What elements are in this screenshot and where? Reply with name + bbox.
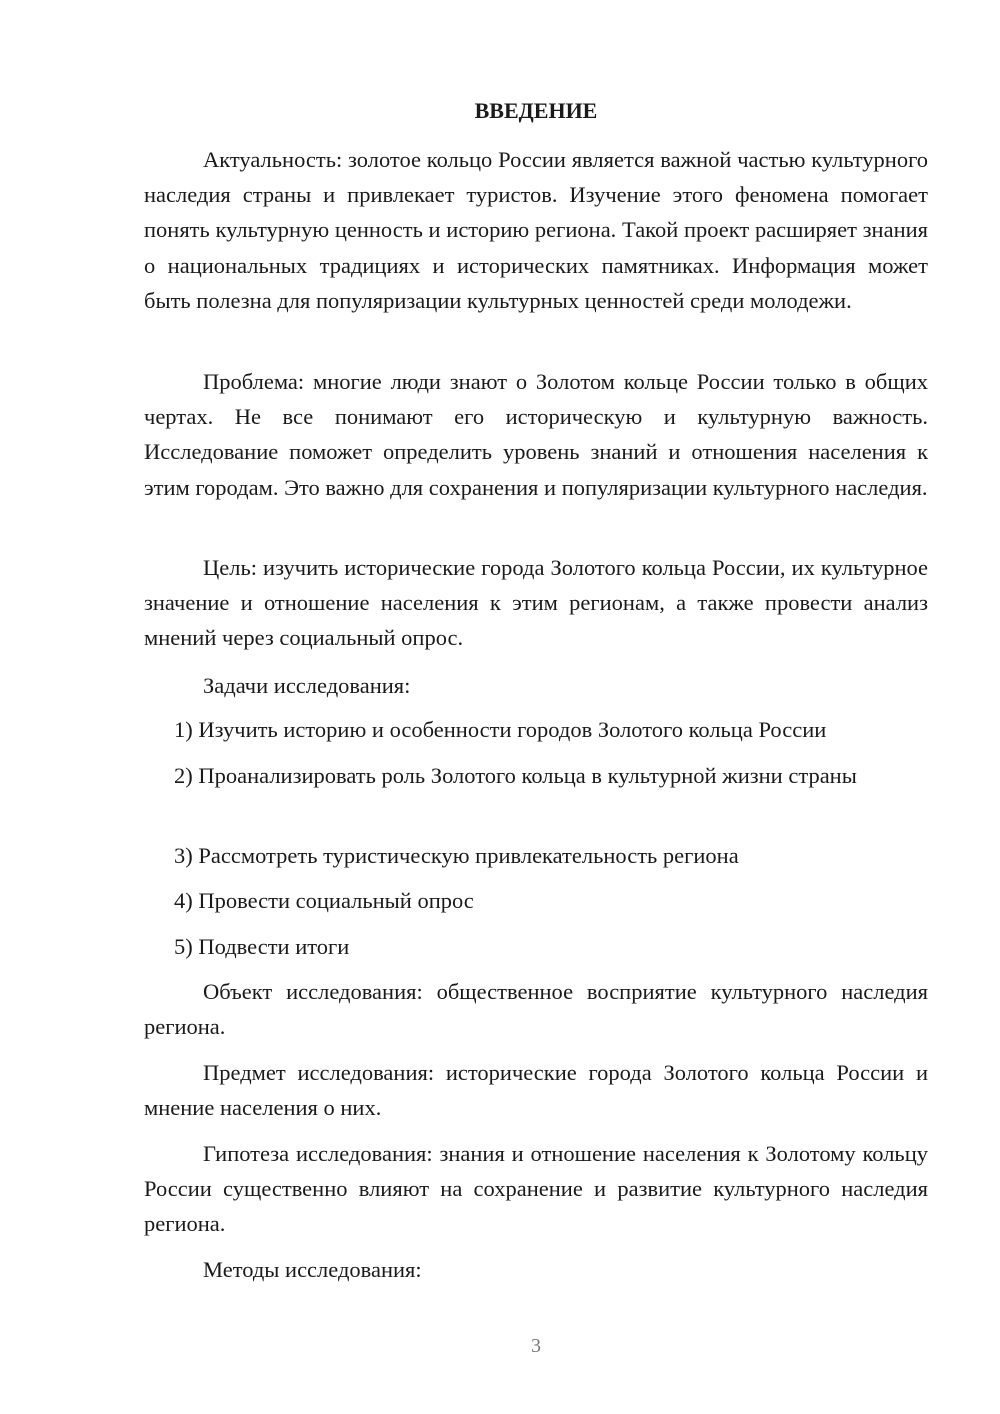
paragraph-subject: Предмет исследования: исторические города Золотого кольца России и мнение населения о них.: [144, 1060, 928, 1121]
list-item: 3) Рассмотреть туристическую привлекательность региона: [174, 843, 739, 868]
list-item: 1) Изучить историю и особенности городов Золотого кольца России: [174, 717, 827, 742]
paragraph-problem: Проблема: многие люди знают о Золотом кольце России только в общих чертах. Не все понимают его историческую и культурную важность. Исследование поможет определить уровень знаний и отношения населения к этим городам. Это важно для сохранения и популяризации культурного наследия.: [144, 369, 928, 500]
paragraph-relevance: Актуальность: золотое кольцо России является важной частью культурного наследия страны и привлекает туристов. Изучение этого феномена помогает понять культурную ценность и историю региона. Такой проект расширяет знания о национальных традициях и исторических памятниках. Информация может быть полезна для популяризации культурных ценностей среди молодежи.: [144, 147, 928, 313]
paragraph-object: Объект исследования: общественное восприятие культурного наследия региона.: [144, 979, 928, 1040]
page-number: 3: [531, 1335, 541, 1357]
list-item: 2) Проанализировать роль Золотого кольца в культурной жизни страны: [174, 763, 857, 788]
list-item: 5) Подвести итоги: [174, 934, 350, 959]
paragraph-goal: Цель: изучить исторические города Золотого кольца России, их культурное значение и отношение населения к этим регионам, а также провести анализ мнений через социальный опрос.: [144, 555, 928, 651]
methods-heading: Методы исследования:: [203, 1257, 422, 1282]
paragraph-hypothesis: Гипотеза исследования: знания и отношение населения к Золотому кольцу России существенно влияют на сохранение и развитие культурного наследия региона.: [144, 1141, 928, 1237]
document-page: [144, 0, 928, 1414]
list-item: 4) Провести социальный опрос: [174, 888, 474, 913]
section-title: ВВЕДЕНИЕ: [474, 98, 598, 123]
tasks-heading: Задачи исследования:: [203, 673, 411, 698]
